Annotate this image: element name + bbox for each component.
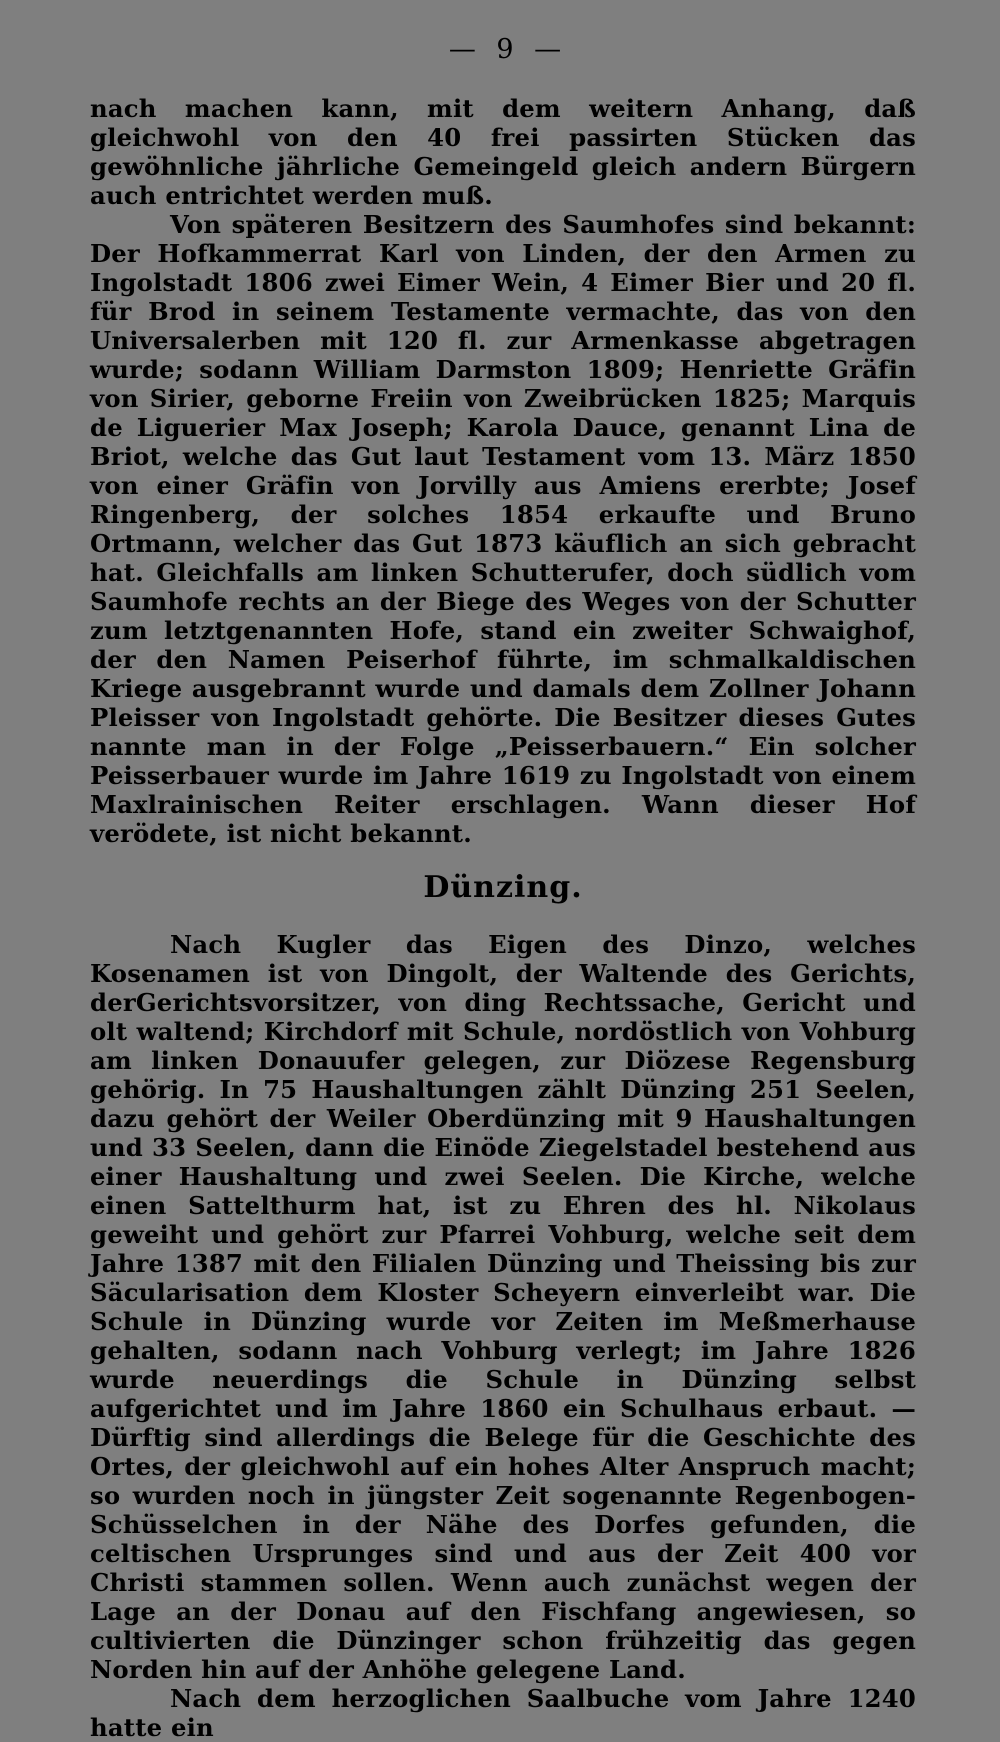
section-heading: Dünzing.	[423, 870, 583, 905]
document-page	[90, 30, 916, 1742]
paragraph-saalbuch: Nach dem herzoglichen Saalbuche vom Jahre 1240 hatte ein	[90, 1684, 916, 1742]
paragraph-owners: Von späteren Besitzern des Saumhofes sind bekannt: Der Hofkammerrat Karl von Linden, der den Armen zu Ingolstadt 1806 zwei Eimer Wein, 4 Eimer Bier und 20 fl. für Brod in seinem Testamente vermachte, das von den Universalerben mit 120 fl. zur Armenkasse abgetragen wurde; sodann William Darmston 1809; Henriette Gräfin von Sirier, geborne Freiin von Zweibrücken 1825; Marquis de Liguerier Max Joseph; Karola Dauce, genannt Lina de Briot, welche das Gut laut Testament vom 13. März 1850 von einer Gräfin von Jorvilly aus Amiens ererbte; Josef Ringenberg, der solches 1854 erkaufte und Bruno Ortmann, welcher das Gut 1873 käuflich an sich gebracht hat. Gleichfalls am linken Schutterufer, doch südlich vom Saumhofe rechts an der Biege des Weges von der Schutter zum letztgenannten Hofe, stand ein zweiter Schwaighof, der den Namen Peiserhof führte, im schmalkaldischen Kriege ausgebrannt wurde und damals dem Zollner Johann Pleisser von Ingolstadt gehörte. Die Besitzer dieses Gutes nannte man in der Folge „Peisserbauern.“ Ein solcher Peisserbauer wurde im Jahre 1619 zu Ingolstadt von einem Maxlrainischen Reiter erschlagen. Wann dieser Hof verödete, ist nicht bekannt.	[90, 210, 916, 848]
paragraph-dunzing: Nach Kugler das Eigen des Dinzo, welches Kosenamen ist von Dingolt, der Waltende des Gerichts, derGerichtsvorsitzer, von ding Rechtssache, Gericht und olt waltend; Kirchdorf mit Schule, nordöstlich von Vohburg am linken Donauufer gelegen, zur Diözese Regensburg gehörig. In 75 Haushaltungen zählt Dünzing 251 Seelen, dazu gehört der Weiler Oberdünzing mit 9 Haushaltungen und 33 Seelen, dann die Einöde Ziegelstadel bestehend aus einer Haushaltung und zwei Seelen. Die Kirche, welche einen Sattelthurm hat, ist zu Ehren des hl. Nikolaus geweiht und gehört zur Pfarrei Vohburg, welche seit dem Jahre 1387 mit den Filialen Dünzing und Theissing bis zur Säcularisation dem Kloster Scheyern einverleibt war. Die Schule in Dünzing wurde vor Zeiten im Meßmerhause gehalten, sodann nach Vohburg verlegt; im Jahre 1826 wurde neuerdings die Schule in Dünzing selbst aufgerichtet und im Jahre 1860 ein Schulhaus erbaut. — Dürftig sind allerdings die Belege für die Geschichte des Ortes, der gleichwohl auf ein hohes Alter Anspruch macht; so wurden noch in jüngster Zeit sogenannte Regenbogen-Schüsselchen in der Nähe des Dorfes gefunden, die celtischen Ursprunges sind und aus der Zeit 400 vor Christi stammen sollen. Wenn auch zunächst wegen der Lage an der Donau auf den Fischfang angewiesen, so cultivierten die Dünzinger schon frühzeitig das gegen Norden hin auf der Anhöhe gelegene Land.	[90, 930, 916, 1684]
page-number: — 9 —	[448, 34, 568, 65]
paragraph-continued: nach machen kann, mit dem weitern Anhang, daß gleichwohl von den 40 frei passirten Stücken das gewöhnliche jährliche Gemeingeld gleich andern Bürgern auch entrichtet werden muß.	[90, 94, 916, 210]
